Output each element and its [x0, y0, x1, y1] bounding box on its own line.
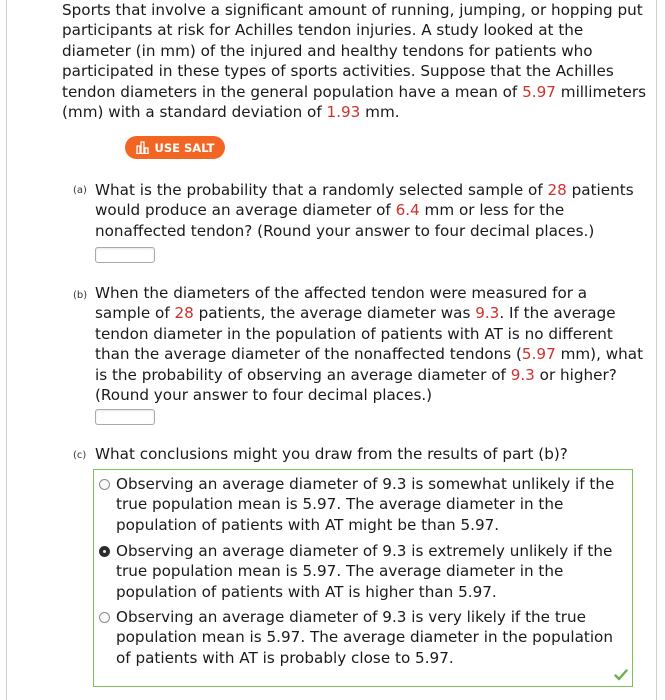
part-c-choices	[93, 469, 633, 687]
intro-text: millimeters (mm) with a standard deviation of	[62, 82, 647, 122]
radio-option-1[interactable]	[99, 479, 110, 490]
choice-option-1-text: Observing an average diameter of 9.3 is somewhat unlikely if the true population mean is 5.97. The average diameter in the population of patients with AT might be than 5.97.	[116, 475, 615, 534]
intro-text: Sports that involve a significant amount of running, jumping, or hopping put participants at risk for Achilles tendon injuries. A study looked at the diameter (in mm) of the injured and healthy tendons for patients who participated in these types of sports activities. Suppose that the Achilles tendon diameters in the general population have a mean of	[62, 1, 643, 101]
part-b-question	[95, 283, 645, 405]
part-a-diameter: 6.4	[395, 201, 420, 220]
population-mean: 5.97	[522, 82, 556, 101]
part-b-text: patients, the average diameter was	[193, 304, 476, 323]
question-panel	[6, 0, 657, 700]
part-c-question: What conclusions might you draw from the results of part (b)?	[95, 445, 568, 463]
part-c-letter: (c)	[73, 450, 87, 461]
part-b-letter: (b)	[73, 290, 88, 301]
part-b-mean: 5.97	[521, 345, 556, 364]
part-b-diameter: 9.3	[475, 304, 500, 323]
choice-option-3-text: Observing an average diameter of 9.3 is very likely if the true population mean is 5.97. The average diameter in the population of patients with AT is probably close to 5.97.	[116, 608, 613, 667]
part-b-text: When the diameters of the affected tendon were measured for a sample of	[95, 284, 588, 323]
part-a-letter: (a)	[73, 185, 87, 196]
part-a-question	[95, 180, 645, 241]
problem-statement	[62, 0, 647, 122]
salt-icon	[136, 141, 150, 154]
intro-text: mm.	[360, 103, 400, 122]
part-a-sample-size: 28	[547, 181, 567, 199]
part-b-sample-size: 28	[174, 304, 194, 323]
part-b-text: or higher? (Round your answer to four decimal places.)	[95, 365, 617, 405]
part-a-text: mm or less for the nonaffected tendon? (Round your answer to four decimal places.)	[95, 201, 595, 240]
part-a-text: What is the probability that a randomly selected sample of	[95, 181, 548, 199]
part-a-answer-input[interactable]	[95, 247, 155, 263]
use-salt-button[interactable]	[125, 136, 225, 159]
radio-option-2-selected[interactable]	[99, 546, 110, 557]
correct-check-icon	[614, 669, 628, 681]
part-b-text: . If the average tendon diameter in the population of patients with AT is no different than the average diameter of the nonaffected tendons (	[95, 304, 616, 364]
part-b-diameter-2: 9.3	[510, 365, 535, 384]
part-a-text: patients would produce an average diameter of	[95, 181, 634, 220]
choice-option-2-text: Observing an average diameter of 9.3 is extremely unlikely if the true population mean is 5.97. The average diameter in the population of patients with AT is higher than 5.97.	[116, 542, 613, 601]
use-salt-label: USE SALT	[154, 140, 215, 155]
population-sd: 1.93	[326, 103, 361, 122]
part-b-answer-input[interactable]	[95, 409, 155, 425]
radio-option-3[interactable]	[99, 612, 110, 623]
part-b-text: mm), what is the probability of observing an average diameter of	[95, 345, 644, 384]
